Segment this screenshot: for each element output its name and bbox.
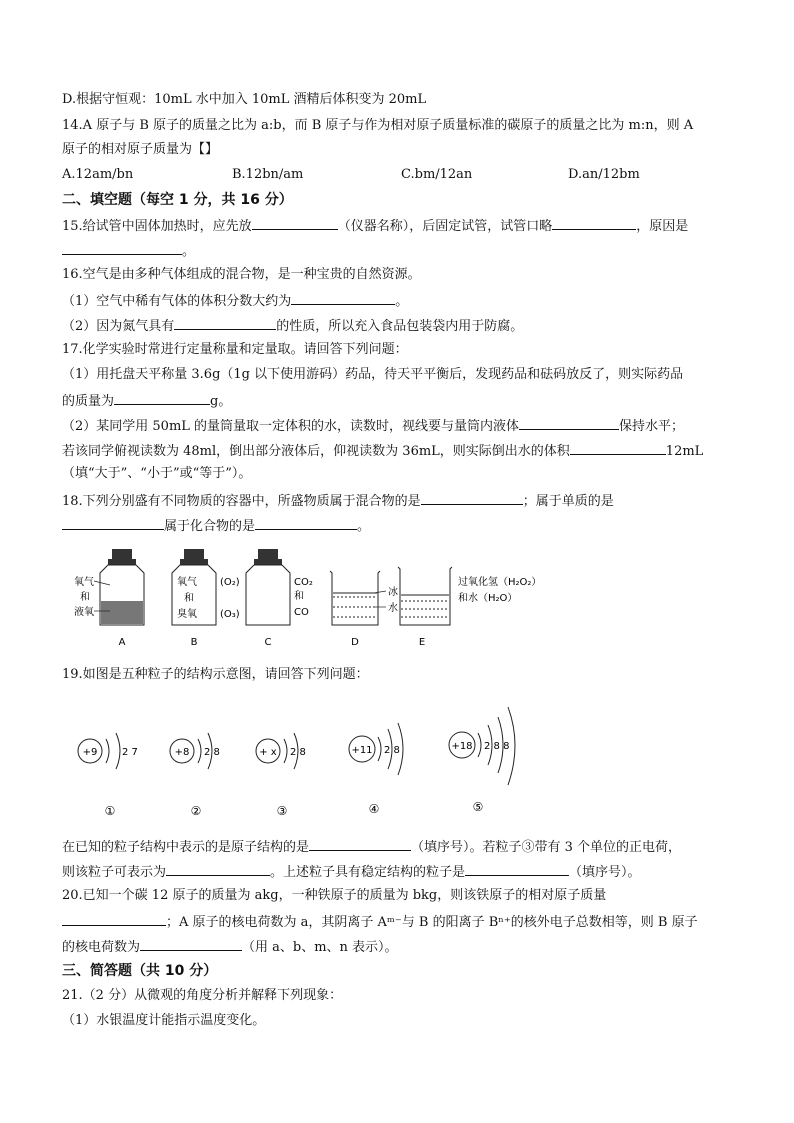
particle-1-label: ① xyxy=(104,804,116,818)
bottle-b-line1: 氧气 xyxy=(177,577,197,588)
q21-part1: （1）水银温度计能指示温度变化。 xyxy=(62,1013,266,1028)
particle-3-label: ③ xyxy=(276,804,288,818)
bottle-c-formula2: CO xyxy=(294,607,309,618)
q18-blank-1[interactable] xyxy=(421,490,523,505)
q19-stem: 19.如图是五种粒子的结构示意图，请回答下列问题： xyxy=(62,667,369,682)
containers-figure xyxy=(60,545,580,653)
q14-option-c: C.bm/12an xyxy=(401,167,473,182)
q15-text-b: （仪器名称），后固定试管，试管口略 xyxy=(337,219,553,234)
beaker-e-line1: 过氧化氢（H₂O₂） xyxy=(458,577,542,588)
beaker-d-line1: 冰 xyxy=(388,587,398,598)
particle-1-nucleus: +9 xyxy=(82,747,98,758)
particle-1 xyxy=(78,733,138,818)
q20-blank-1[interactable] xyxy=(62,911,166,926)
bottle-a xyxy=(74,549,144,648)
bottle-b-line3: 臭氧 xyxy=(177,609,197,620)
q13-option-d: D.根据守恒观：10mL 水中加入 10mL 酒精后体积变为 20mL xyxy=(62,92,427,107)
q18-blank-3[interactable] xyxy=(255,515,357,530)
particle-2-shells: 2 8 xyxy=(204,747,220,758)
q17-p2-text-b: 保持水平； xyxy=(619,419,685,434)
q16-blank-1[interactable] xyxy=(291,290,395,305)
q19-blank-3[interactable] xyxy=(465,861,569,876)
q16-blank-2[interactable] xyxy=(174,315,276,330)
beaker-e-line2: 和水（H₂O） xyxy=(458,593,518,604)
q20-text-c1: 的核电荷数为 xyxy=(62,940,141,955)
bottle-b-line2: 和 xyxy=(184,593,194,604)
particle-5-nucleus: +18 xyxy=(451,741,473,752)
q16-p1-end: 。 xyxy=(395,294,409,309)
q19-text-a1: 在已知的粒子结构中表示的是原子结构的是 xyxy=(62,840,310,855)
q15-text-c: ，原因是 xyxy=(636,219,689,234)
q16-stem: 16.空气是由多种气体组成的混合物，是一种宝贵的自然资源。 xyxy=(62,267,421,282)
q19-text-b2: 。上述粒子具有稳定结构的粒子是 xyxy=(270,865,466,880)
q19-text-a2: （填序号）。若粒子③带有 3 个单位的正电荷， xyxy=(411,840,682,855)
particle-5-label: ⑤ xyxy=(472,800,484,814)
q14-option-d: D.an/12bm xyxy=(568,167,640,182)
q14-option-a: A.12am/bn xyxy=(62,167,134,182)
bottle-a-bottom: 液氧 xyxy=(74,607,94,618)
particle-4-nucleus: +11 xyxy=(351,745,373,756)
q19-blank-2[interactable] xyxy=(166,861,270,876)
q17-blank-3[interactable] xyxy=(570,440,666,455)
q17-p2-text-d: 12mL xyxy=(665,444,704,459)
bottle-c-formula1: CO₂ xyxy=(294,577,313,588)
section-2-heading: 二、填空题（每空 1 分，共 16 分） xyxy=(62,192,293,208)
beaker-e-label: E xyxy=(418,637,426,648)
q20-text-c2: （用 a、b、m、n 表示）。 xyxy=(242,940,398,955)
particle-4-shells: 2 8 xyxy=(384,745,400,756)
q18-blank-2[interactable] xyxy=(62,515,164,530)
particle-3 xyxy=(256,733,306,818)
q15-blank-1[interactable] xyxy=(252,215,338,230)
beaker-d xyxy=(330,571,398,648)
q15-line1 xyxy=(62,215,688,237)
q18-text-b: ；属于单质的是 xyxy=(522,494,614,509)
particle-5 xyxy=(449,707,515,814)
particle-1-shells: 2 7 xyxy=(122,747,138,758)
particle-3-shells: 2 8 xyxy=(290,747,306,758)
beaker-d-line2: 水 xyxy=(388,603,398,614)
q17-part1-line2 xyxy=(62,390,231,412)
q17-p1-end: g。 xyxy=(210,394,232,409)
q18-line1 xyxy=(62,490,614,512)
q17-p1-text: 的质量为 xyxy=(62,394,115,409)
q17-part2-line2 xyxy=(62,440,703,462)
particle-4 xyxy=(349,723,403,816)
particle-4-label: ④ xyxy=(368,802,380,816)
bottle-a-mid: 和 xyxy=(80,592,90,603)
particle-3-nucleus: + x xyxy=(259,747,277,758)
q18-text-d: 。 xyxy=(357,519,371,534)
q14-stem-line1: 14.A 原子与 B 原子的质量之比为 a:b，而 B 原子与作为相对原子质量标准的碳原子的质量之比为 m:n，则 A xyxy=(62,118,694,133)
beaker-e xyxy=(398,567,541,648)
section-3-heading: 三、简答题（共 10 分） xyxy=(62,963,218,979)
q20-line2 xyxy=(62,911,698,933)
bottle-a-label: A xyxy=(118,637,126,648)
q19-answer-line2 xyxy=(62,861,641,883)
bottle-b xyxy=(172,549,240,648)
q17-part2-line1 xyxy=(62,415,684,437)
q19-answer-line1 xyxy=(62,836,681,858)
q16-part1 xyxy=(62,290,408,312)
particle-diagrams xyxy=(60,693,540,825)
bottle-b-label: B xyxy=(190,637,198,648)
q20-text-b: ；A 原子的核电荷数为 a，其阴离子 Aᵐ⁻与 B 的阳离子 Bⁿ⁺的核外电子总数相等，则 B 原子 xyxy=(166,915,698,930)
q16-part2 xyxy=(62,315,523,337)
q15-blank-3[interactable] xyxy=(62,240,182,255)
bottle-b-formula1: (O₂) xyxy=(220,577,240,588)
bottle-c-label: C xyxy=(264,637,272,648)
q17-blank-2[interactable] xyxy=(519,415,619,430)
q19-text-b1: 则该粒子可表示为 xyxy=(62,865,167,880)
q16-p2-end: 的性质，所以充入食品包装袋内用于防腐。 xyxy=(276,319,524,334)
q20-blank-2[interactable] xyxy=(140,936,242,951)
q19-blank-1[interactable] xyxy=(309,836,411,851)
q15-text-d: 。 xyxy=(182,244,196,259)
bottle-c-mid: 和 xyxy=(294,591,304,602)
particle-2 xyxy=(170,733,220,818)
particle-2-nucleus: +8 xyxy=(174,747,190,758)
q15-line2 xyxy=(62,240,195,262)
q16-p2-text: （2）因为氮气具有 xyxy=(62,319,175,334)
q16-p1-text: （1）空气中稀有气体的体积分数大约为 xyxy=(62,294,292,309)
q20-line3 xyxy=(62,936,398,958)
particle-2-label: ② xyxy=(190,804,202,818)
q17-part2-line3: （填“大于”、“小于”或“等于”）。 xyxy=(62,466,252,481)
particle-5-shells: 2 8 8 xyxy=(484,741,510,752)
bottle-b-formula2: (O₃) xyxy=(220,609,240,620)
q18-text-a: 18.下列分别盛有不同物质的容器中，所盛物质属于混合物的是 xyxy=(62,494,421,509)
q17-stem: 17.化学实验时常进行定量称量和定量取。请回答下列问题： xyxy=(62,342,408,357)
q15-text-a: 15.给试管中固体加热时，应先放 xyxy=(62,219,252,234)
q18-text-c: 属于化合物的是 xyxy=(164,519,256,534)
beaker-d-label: D xyxy=(351,637,359,648)
q18-line2 xyxy=(62,515,370,537)
q21-stem: 21.（2 分）从微观的角度分析并解释下列现象： xyxy=(62,988,343,1003)
bottle-c xyxy=(246,549,313,648)
q15-blank-2[interactable] xyxy=(552,215,636,230)
q20-line1: 20.已知一个碳 12 原子的质量为 akg，一种铁原子的质量为 bkg，则该铁原子的相对原子质量 xyxy=(62,888,607,903)
q17-p2-text: （2）某同学用 50mL 的量筒量取一定体积的水，读数时，视线要与量筒内液体 xyxy=(62,419,520,434)
q17-p2-text-c: 若该同学俯视读数为 48ml，倒出部分液体后，仰视读数为 36mL，则实际倒出水的体积 xyxy=(62,444,570,459)
q14-option-b: B.12bn/am xyxy=(232,167,304,182)
q19-text-b3: （填序号）。 xyxy=(569,865,641,880)
q17-part1-line1: （1）用托盘天平称量 3.6g（1g 以下使用游码）药品，待天平平衡后，发现药品和砝码放反了，则实际药品 xyxy=(62,367,684,382)
bottle-a-top: 氧气 xyxy=(74,577,94,588)
q14-stem-line2: 原子的相对原子质量为【】 xyxy=(62,142,219,157)
q17-blank-1[interactable] xyxy=(114,390,210,405)
